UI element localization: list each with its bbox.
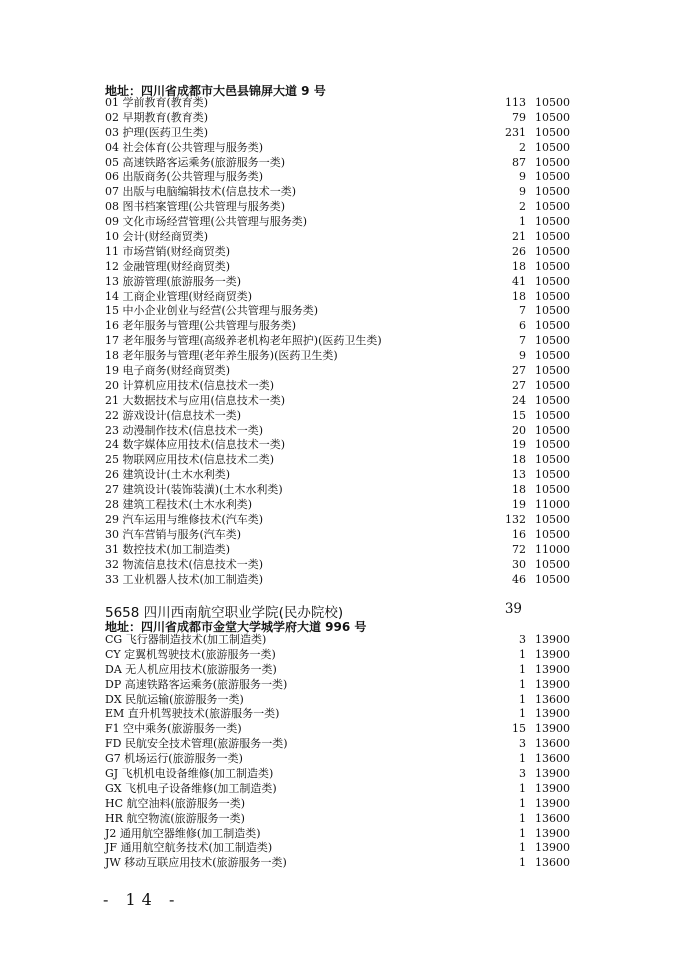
table-row [105, 498, 570, 513]
enrollment-count: 19 [512, 438, 526, 452]
tuition-fee: 10500 [535, 378, 570, 392]
table-row [105, 319, 570, 334]
enrollment-count: 1 [519, 811, 526, 825]
enrollment-count: 1 [519, 826, 526, 840]
table-row [105, 633, 570, 648]
tuition-fee: 10500 [535, 110, 570, 124]
major-name: 28 建筑工程技术(土木水利类) [105, 498, 253, 512]
enrollment-count: 2 [519, 200, 526, 214]
major-name: 27 建筑设计(装饰装潢)(土木水利类) [105, 483, 283, 497]
tuition-fee: 10500 [535, 393, 570, 407]
table-row [105, 797, 570, 812]
enrollment-count: 18 [512, 453, 526, 467]
table-row [105, 453, 570, 468]
table-row [105, 827, 570, 842]
enrollment-count: 79 [512, 110, 526, 124]
tuition-fee: 10500 [535, 408, 570, 422]
major-name: GJ 飞机机电设备维修(加工制造类) [105, 767, 274, 781]
major-name: 10 会计(财经商贸类) [105, 230, 209, 244]
section1-table [105, 96, 570, 587]
tuition-fee: 10500 [535, 244, 570, 258]
tuition-fee: 10500 [535, 155, 570, 169]
table-row [105, 379, 570, 394]
enrollment-count: 1 [519, 677, 526, 691]
tuition-fee: 10500 [535, 274, 570, 288]
major-name: EM 直升机驾驶技术(旅游服务一类) [105, 707, 280, 721]
major-name: 16 老年服务与管理(公共管理与服务类) [105, 319, 297, 333]
table-row [105, 468, 570, 483]
tuition-fee: 13900 [535, 826, 570, 840]
school-total-count: 39 [504, 601, 522, 617]
major-name: CG 飞行器制造技术(加工制造类) [105, 633, 267, 646]
enrollment-count: 24 [512, 393, 526, 407]
tuition-fee: 10500 [535, 289, 570, 303]
major-name: 26 建筑设计(土木水利类) [105, 468, 231, 482]
tuition-fee: 10500 [535, 423, 570, 437]
school-name: 5658 四川西南航空职业学院(民办院校) [105, 605, 344, 621]
major-name: J2 通用航空器维修(加工制造类) [105, 826, 261, 840]
enrollment-count: 1 [519, 781, 526, 795]
major-name: 09 文化市场经营管理(公共管理与服务类) [105, 215, 308, 229]
section2-table [105, 633, 570, 871]
enrollment-count: 1 [519, 215, 526, 229]
major-name: JF 通用航空航务技术(加工制造类) [105, 841, 273, 855]
tuition-fee: 10500 [535, 185, 570, 199]
table-row [105, 767, 570, 782]
enrollment-count: 41 [512, 274, 526, 288]
tuition-fee: 10500 [535, 230, 570, 244]
tuition-fee: 10500 [535, 557, 570, 571]
table-row [105, 290, 570, 305]
major-name: 20 计算机应用技术(信息技术一类) [105, 378, 275, 392]
enrollment-count: 1 [519, 692, 526, 706]
enrollment-count: 18 [512, 289, 526, 303]
enrollment-count: 27 [512, 364, 526, 378]
table-row [105, 528, 570, 543]
tuition-fee: 13900 [535, 781, 570, 795]
enrollment-count: 132 [505, 512, 526, 526]
major-name: 23 动漫制作技术(信息技术一类) [105, 423, 264, 437]
enrollment-count: 13 [512, 468, 526, 482]
enrollment-count: 9 [519, 170, 526, 184]
tuition-fee: 10500 [535, 259, 570, 273]
tuition-fee: 13900 [535, 841, 570, 855]
table-row [105, 752, 570, 767]
table-row [105, 185, 570, 200]
major-name: DP 高速铁路客运乘务(旅游服务一类) [105, 677, 288, 691]
table-row [105, 424, 570, 439]
tuition-fee: 10500 [535, 140, 570, 154]
tuition-fee: 10500 [535, 364, 570, 378]
tuition-fee: 10500 [535, 200, 570, 214]
major-name: 02 早期教育(教育类) [105, 110, 209, 124]
enrollment-count: 20 [512, 423, 526, 437]
table-row [105, 782, 570, 797]
tuition-fee: 10500 [535, 572, 570, 586]
major-name: 19 电子商务(财经商贸类) [105, 364, 231, 378]
major-name: 06 出版商务(公共管理与服务类) [105, 170, 264, 184]
tuition-fee: 10500 [535, 170, 570, 184]
enrollment-count: 6 [519, 319, 526, 333]
tuition-fee: 13600 [535, 737, 570, 751]
enrollment-count: 16 [512, 527, 526, 541]
table-row [105, 648, 570, 663]
enrollment-count: 26 [512, 244, 526, 258]
major-name: 13 旅游管理(旅游服务一类) [105, 274, 242, 288]
tuition-fee: 11000 [535, 542, 570, 556]
enrollment-count: 1 [519, 856, 526, 870]
table-row [105, 841, 570, 856]
tuition-fee: 10500 [535, 215, 570, 229]
tuition-fee: 10500 [535, 96, 570, 109]
enrollment-count: 7 [519, 334, 526, 348]
major-name: FD 民航安全技术管理(旅游服务一类) [105, 737, 288, 751]
major-name: 17 老年服务与管理(高级养老机构老年照护)(医药卫生类) [105, 334, 382, 348]
table-row [105, 334, 570, 349]
major-name: 31 数控技术(加工制造类) [105, 542, 231, 556]
enrollment-count: 113 [505, 96, 526, 109]
section2-address: 地址：四川省成都市金堂大学城学府大道 996 号 [105, 620, 367, 634]
major-name: 25 物联网应用技术(信息技术二类) [105, 453, 275, 467]
major-name: HR 航空物流(旅游服务一类) [105, 811, 245, 825]
enrollment-count: 1 [519, 752, 526, 766]
table-row [105, 364, 570, 379]
tuition-fee: 11000 [535, 498, 570, 512]
major-name: DA 无人机应用技术(旅游服务一类) [105, 662, 277, 676]
major-name: 08 图书档案管理(公共管理与服务类) [105, 200, 286, 214]
table-row [105, 513, 570, 528]
table-row [105, 856, 570, 871]
tuition-fee: 13600 [535, 811, 570, 825]
major-name: 33 工业机器人技术(加工制造类) [105, 572, 264, 586]
table-row [105, 141, 570, 156]
major-name: F1 空中乘务(旅游服务一类) [105, 722, 242, 736]
table-row [105, 200, 570, 215]
tuition-fee: 10500 [535, 512, 570, 526]
enrollment-count: 1 [519, 796, 526, 810]
enrollment-count: 30 [512, 557, 526, 571]
table-row [105, 737, 570, 752]
table-row [105, 170, 570, 185]
table-row [105, 543, 570, 558]
tuition-fee: 10500 [535, 319, 570, 333]
page-number: - 14 - [103, 890, 181, 909]
table-row [105, 215, 570, 230]
tuition-fee: 10500 [535, 349, 570, 363]
tuition-fee: 10500 [535, 125, 570, 139]
table-row [105, 349, 570, 364]
major-name: 05 高速铁路客运乘务(旅游服务一类) [105, 155, 286, 169]
enrollment-count: 1 [519, 707, 526, 721]
enrollment-count: 9 [519, 185, 526, 199]
table-row [105, 663, 570, 678]
table-row [105, 483, 570, 498]
table-row [105, 707, 570, 722]
table-row [105, 409, 570, 424]
table-row [105, 111, 570, 126]
major-name: G7 机场运行(旅游服务一类) [105, 752, 243, 766]
enrollment-count: 18 [512, 259, 526, 273]
table-row [105, 96, 570, 111]
major-name: 07 出版与电脑编辑技术(信息技术一类) [105, 185, 297, 199]
major-name: 14 工商企业管理(财经商贸类) [105, 289, 253, 303]
tuition-fee: 13600 [535, 692, 570, 706]
major-name: JW 移动互联应用技术(旅游服务一类) [105, 856, 287, 870]
tuition-fee: 13900 [535, 662, 570, 676]
major-name: 01 学前教育(教育类) [105, 96, 209, 109]
tuition-fee: 13900 [535, 633, 570, 646]
tuition-fee: 13900 [535, 647, 570, 661]
table-row [105, 304, 570, 319]
enrollment-count: 46 [512, 572, 526, 586]
enrollment-count: 231 [505, 125, 526, 139]
table-row [105, 394, 570, 409]
table-row [105, 156, 570, 171]
tuition-fee: 13900 [535, 796, 570, 810]
major-name: 30 汽车营销与服务(汽车类) [105, 527, 242, 541]
table-row [105, 275, 570, 290]
table-row [105, 573, 570, 588]
tuition-fee: 10500 [535, 483, 570, 497]
major-name: HC 航空油料(旅游服务一类) [105, 796, 246, 810]
enrollment-count: 7 [519, 304, 526, 318]
major-name: 12 金融管理(财经商贸类) [105, 259, 231, 273]
enrollment-count: 9 [519, 349, 526, 363]
tuition-fee: 10500 [535, 304, 570, 318]
tuition-fee: 13900 [535, 677, 570, 691]
table-row [105, 126, 570, 141]
table-row [105, 230, 570, 245]
enrollment-count: 1 [519, 662, 526, 676]
major-name: 21 大数据技术与应用(信息技术一类) [105, 393, 286, 407]
enrollment-count: 19 [512, 498, 526, 512]
tuition-fee: 13900 [535, 722, 570, 736]
major-name: DX 民航运输(旅游服务一类) [105, 692, 244, 706]
major-name: 29 汽车运用与维修技术(汽车类) [105, 512, 264, 526]
enrollment-count: 18 [512, 483, 526, 497]
enrollment-count: 15 [512, 722, 526, 736]
major-name: 11 市场营销(财经商贸类) [105, 244, 231, 258]
table-row [105, 260, 570, 275]
table-row [105, 693, 570, 708]
table-row [105, 678, 570, 693]
enrollment-count: 3 [519, 767, 526, 781]
major-name: 04 社会体育(公共管理与服务类) [105, 140, 264, 154]
table-row [105, 722, 570, 737]
major-name: 24 数字媒体应用技术(信息技术一类) [105, 438, 286, 452]
major-name: 15 中小企业创业与经营(公共管理与服务类) [105, 304, 319, 318]
tuition-fee: 10500 [535, 468, 570, 482]
tuition-fee: 13900 [535, 767, 570, 781]
tuition-fee: 10500 [535, 453, 570, 467]
tuition-fee: 10500 [535, 334, 570, 348]
tuition-fee: 10500 [535, 527, 570, 541]
enrollment-count: 1 [519, 841, 526, 855]
tuition-fee: 13600 [535, 752, 570, 766]
enrollment-count: 3 [519, 737, 526, 751]
major-name: CY 定翼机驾驶技术(旅游服务一类) [105, 647, 276, 661]
major-name: 32 物流信息技术(信息技术一类) [105, 557, 264, 571]
enrollment-count: 21 [512, 230, 526, 244]
enrollment-count: 27 [512, 378, 526, 392]
tuition-fee: 13900 [535, 707, 570, 721]
table-row [105, 812, 570, 827]
major-name: 03 护理(医药卫生类) [105, 125, 209, 139]
enrollment-count: 15 [512, 408, 526, 422]
section1-address: 地址：四川省成都市大邑县锦屏大道 9 号 [105, 84, 326, 98]
table-row [105, 558, 570, 573]
enrollment-count: 2 [519, 140, 526, 154]
enrollment-count: 1 [519, 647, 526, 661]
major-name: 18 老年服务与管理(老年养生服务)(医药卫生类) [105, 349, 338, 363]
tuition-fee: 13600 [535, 856, 570, 870]
major-name: 22 游戏设计(信息技术一类) [105, 408, 242, 422]
table-row [105, 438, 570, 453]
enrollment-count: 3 [519, 633, 526, 646]
enrollment-count: 87 [512, 155, 526, 169]
table-row [105, 245, 570, 260]
major-name: GX 飞机电子设备维修(加工制造类) [105, 781, 277, 795]
tuition-fee: 10500 [535, 438, 570, 452]
enrollment-count: 72 [512, 542, 526, 556]
